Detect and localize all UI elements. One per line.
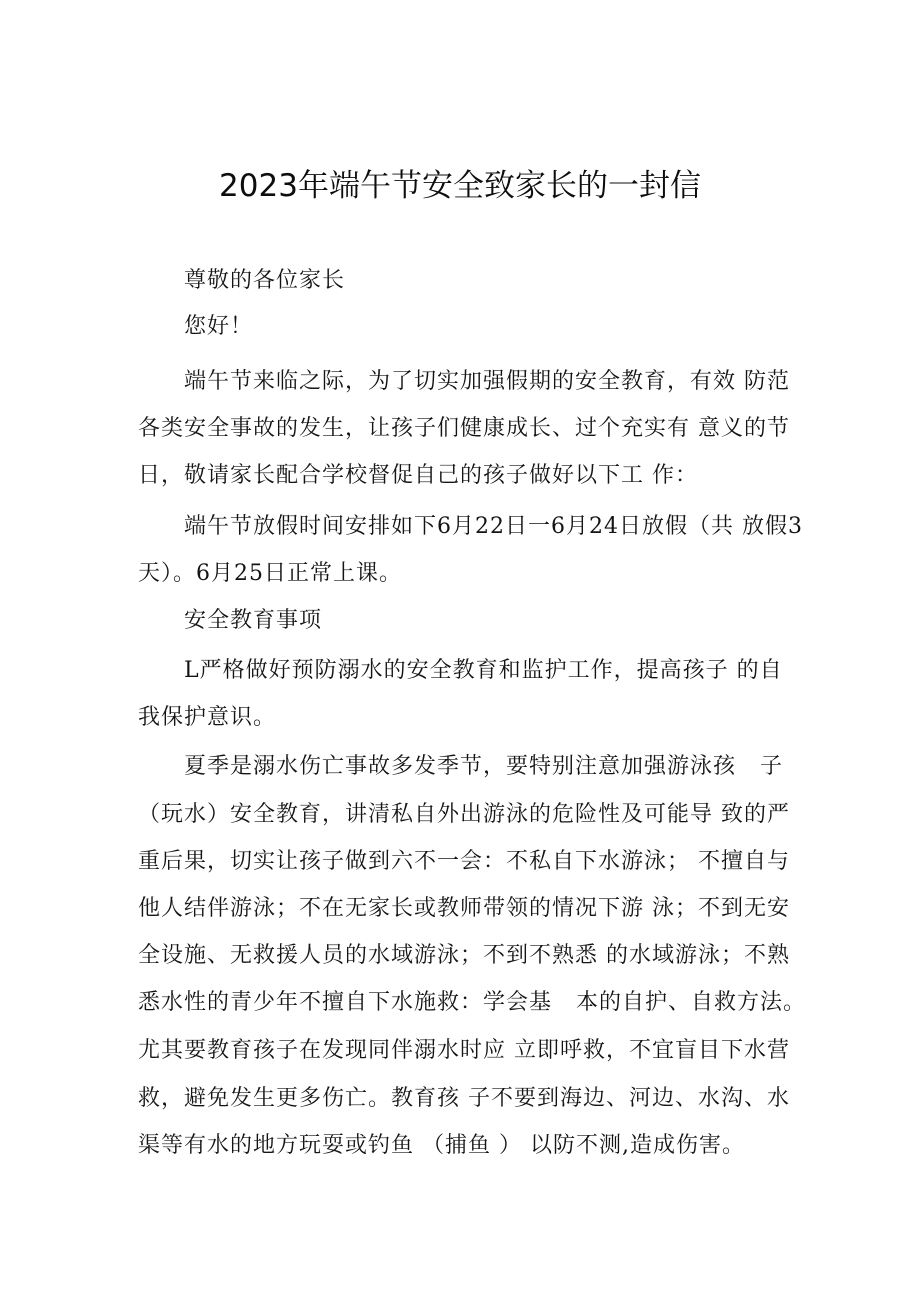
paragraph-line: 救，避免发生更多伤亡。教育孩 子不要到海边、河边、水沟、水: [138, 1086, 790, 1111]
section-heading: 安全教育事项: [184, 608, 323, 633]
paragraph-line: 端午节来临之际，为了切实加强假期的安全教育，有效 防范: [184, 369, 790, 394]
paragraph-line: 我保护意识。: [138, 705, 277, 730]
paragraph-line: 日，敬请家长配合学校督促自己的孩子做好以下工 作：: [138, 463, 698, 488]
paragraph-line: 尤其要教育孩子在发现同伴溺水时应 立即呼救，不宜盲目下水营: [138, 1038, 790, 1063]
paragraph-line: （玩水）安全教育，讲清私自外出游泳的危险性及可能导 致的严: [138, 802, 790, 827]
paragraph-line: 各类安全事故的发生，让孩子们健康成长、过个充实有 意义的节: [138, 416, 790, 441]
document-title: 2023年端午节安全致家长的一封信: [219, 168, 701, 204]
paragraph-line: 渠等有水的地方玩耍或钓鱼 （捕鱼 ） 以防不测,造成伤害。: [138, 1133, 745, 1158]
paragraph-line: 他人结伴游泳；不在无家长或教师带领的情况下游 泳；不到无安: [138, 896, 790, 921]
greeting: 您好！: [184, 314, 254, 339]
paragraph-line: 夏季是溺水伤亡事故多发季节，要特别注意加强游泳孩 子: [184, 754, 783, 779]
paragraph-line: 全设施、无救援人员的水域游泳；不到不熟悉 的水域游泳；不熟: [138, 943, 790, 968]
paragraph-line: 天）。6月25日正常上课。: [138, 561, 402, 586]
paragraph-line: 悉水性的青少年不擅自下水施救：学会基 本的自护、自救方法。: [138, 990, 806, 1015]
paragraph-line: 重后果，切实让孩子做到六不一会：不私自下水游泳； 不擅自与: [138, 849, 790, 874]
salutation: 尊敬的各位家长: [184, 268, 346, 293]
paragraph-line: 端午节放假时间安排如下6月22日一6月24日放假（共 放假3: [184, 514, 803, 539]
paragraph-line: L严格做好预防溺水的安全教育和监护工作，提高孩子 的自: [184, 658, 783, 683]
